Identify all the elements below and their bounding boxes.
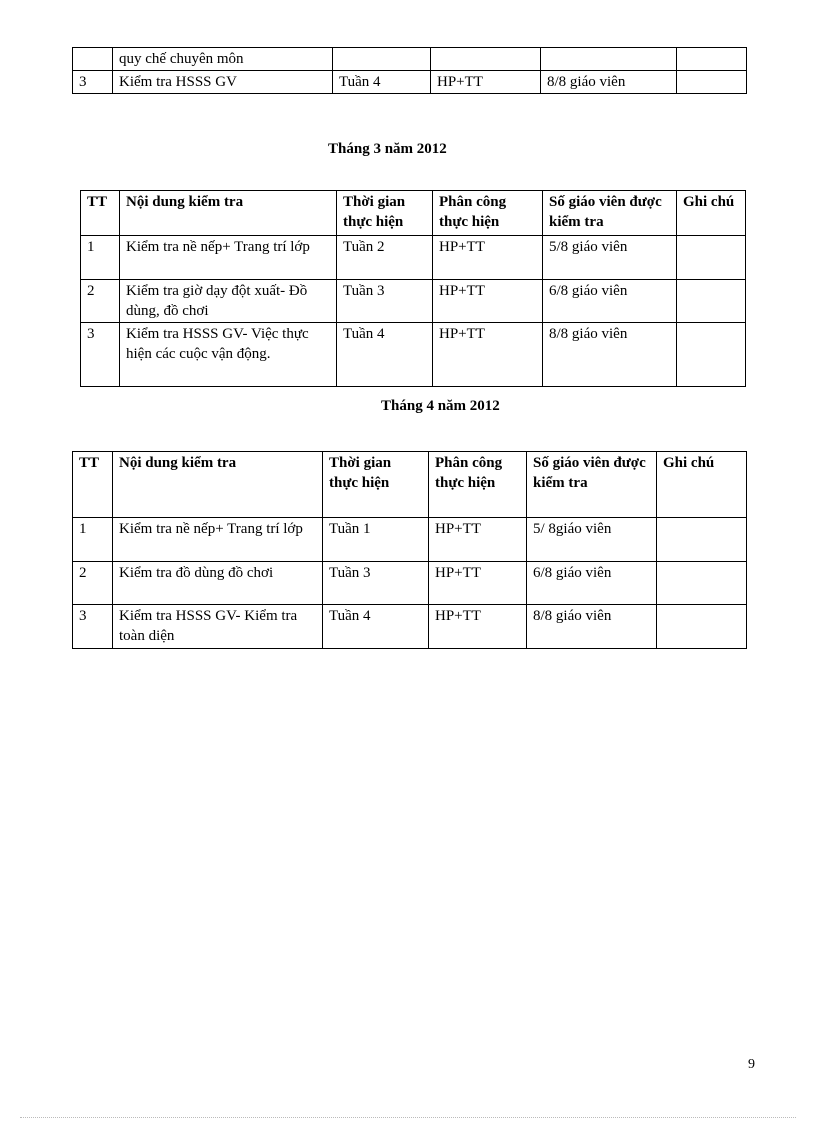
cell-tt: 1: [73, 518, 113, 562]
table-row: [81, 323, 746, 387]
cell-content: Kiểm tra HSSS GV: [113, 71, 333, 94]
cell-assign: HP+TT: [433, 280, 543, 323]
cell-note: [677, 236, 746, 280]
cell-note: [657, 605, 747, 649]
cell-tt: 2: [81, 280, 120, 323]
cell-time: Tuần 4: [333, 71, 431, 94]
section-heading-march: Tháng 3 năm 2012: [328, 141, 447, 157]
cell-time: Tuần 4: [323, 605, 429, 649]
cell-time: Tuần 2: [337, 236, 433, 280]
cell-time: Tuần 4: [337, 323, 433, 387]
cell-note: [677, 48, 747, 71]
cell-tt: 3: [73, 71, 113, 94]
cell-content: Kiểm tra giờ dạy đột xuất- Đồ dùng, đồ chơi: [120, 280, 337, 323]
cell-tt: 2: [73, 562, 113, 605]
cell-tt: [73, 48, 113, 71]
cell-content: quy chế chuyên môn: [113, 48, 333, 71]
cell-assign: [431, 48, 541, 71]
header-note: Ghi chú: [677, 191, 746, 236]
table-row: [73, 48, 747, 71]
cell-note: [677, 71, 747, 94]
cell-time: [333, 48, 431, 71]
table-row: [73, 518, 747, 562]
cell-note: [657, 518, 747, 562]
cell-time: Tuần 3: [323, 562, 429, 605]
cell-tt: 1: [81, 236, 120, 280]
table-header-row: [73, 452, 747, 518]
table-march: [80, 190, 746, 387]
header-content: Nội dung kiểm tra: [120, 191, 337, 236]
table-april: [72, 451, 747, 649]
cell-count: 8/8 giáo viên: [541, 71, 677, 94]
header-assign: Phân công thực hiện: [433, 191, 543, 236]
cell-assign: HP+TT: [433, 323, 543, 387]
table-header-row: [81, 191, 746, 236]
cell-count: 8/8 giáo viên: [543, 323, 677, 387]
header-tt: TT: [81, 191, 120, 236]
cell-content: Kiểm tra HSSS GV- Kiểm tra toàn diện: [113, 605, 323, 649]
cell-assign: HP+TT: [429, 518, 527, 562]
cell-note: [657, 562, 747, 605]
cell-count: 6/8 giáo viên: [527, 562, 657, 605]
cell-count: [541, 48, 677, 71]
table-row: [73, 71, 747, 94]
header-content: Nội dung kiểm tra: [113, 452, 323, 518]
cell-content: Kiểm tra HSSS GV- Việc thực hiện các cuộc vận động.: [120, 323, 337, 387]
section-heading-april: Tháng 4 năm 2012: [381, 398, 500, 414]
cell-assign: HP+TT: [429, 562, 527, 605]
header-tt: TT: [73, 452, 113, 518]
page-number: 9: [748, 1057, 755, 1072]
cell-count: 8/8 giáo viên: [527, 605, 657, 649]
cell-time: Tuần 1: [323, 518, 429, 562]
cell-count: 6/8 giáo viên: [543, 280, 677, 323]
table-row: [73, 605, 747, 649]
cell-content: Kiểm tra nề nếp+ Trang trí lớp: [113, 518, 323, 562]
header-count: Số giáo viên được kiểm tra: [527, 452, 657, 518]
cell-count: 5/8 giáo viên: [543, 236, 677, 280]
cell-assign: HP+TT: [433, 236, 543, 280]
cell-time: Tuần 3: [337, 280, 433, 323]
cell-assign: HP+TT: [431, 71, 541, 94]
header-time: Thời gian thực hiện: [337, 191, 433, 236]
table-continuation: [72, 47, 747, 94]
cell-content: Kiểm tra nề nếp+ Trang trí lớp: [120, 236, 337, 280]
header-note: Ghi chú: [657, 452, 747, 518]
header-time: Thời gian thực hiện: [323, 452, 429, 518]
table-row: [73, 562, 747, 605]
cell-tt: 3: [81, 323, 120, 387]
cell-content: Kiểm tra đồ dùng đồ chơi: [113, 562, 323, 605]
header-assign: Phân công thực hiện: [429, 452, 527, 518]
header-count: Số giáo viên được kiểm tra: [543, 191, 677, 236]
table-row: [81, 280, 746, 323]
cell-note: [677, 280, 746, 323]
page-footer-divider: [20, 1117, 796, 1118]
cell-tt: 3: [73, 605, 113, 649]
table-row: [81, 236, 746, 280]
cell-count: 5/ 8giáo viên: [527, 518, 657, 562]
cell-assign: HP+TT: [429, 605, 527, 649]
cell-note: [677, 323, 746, 387]
